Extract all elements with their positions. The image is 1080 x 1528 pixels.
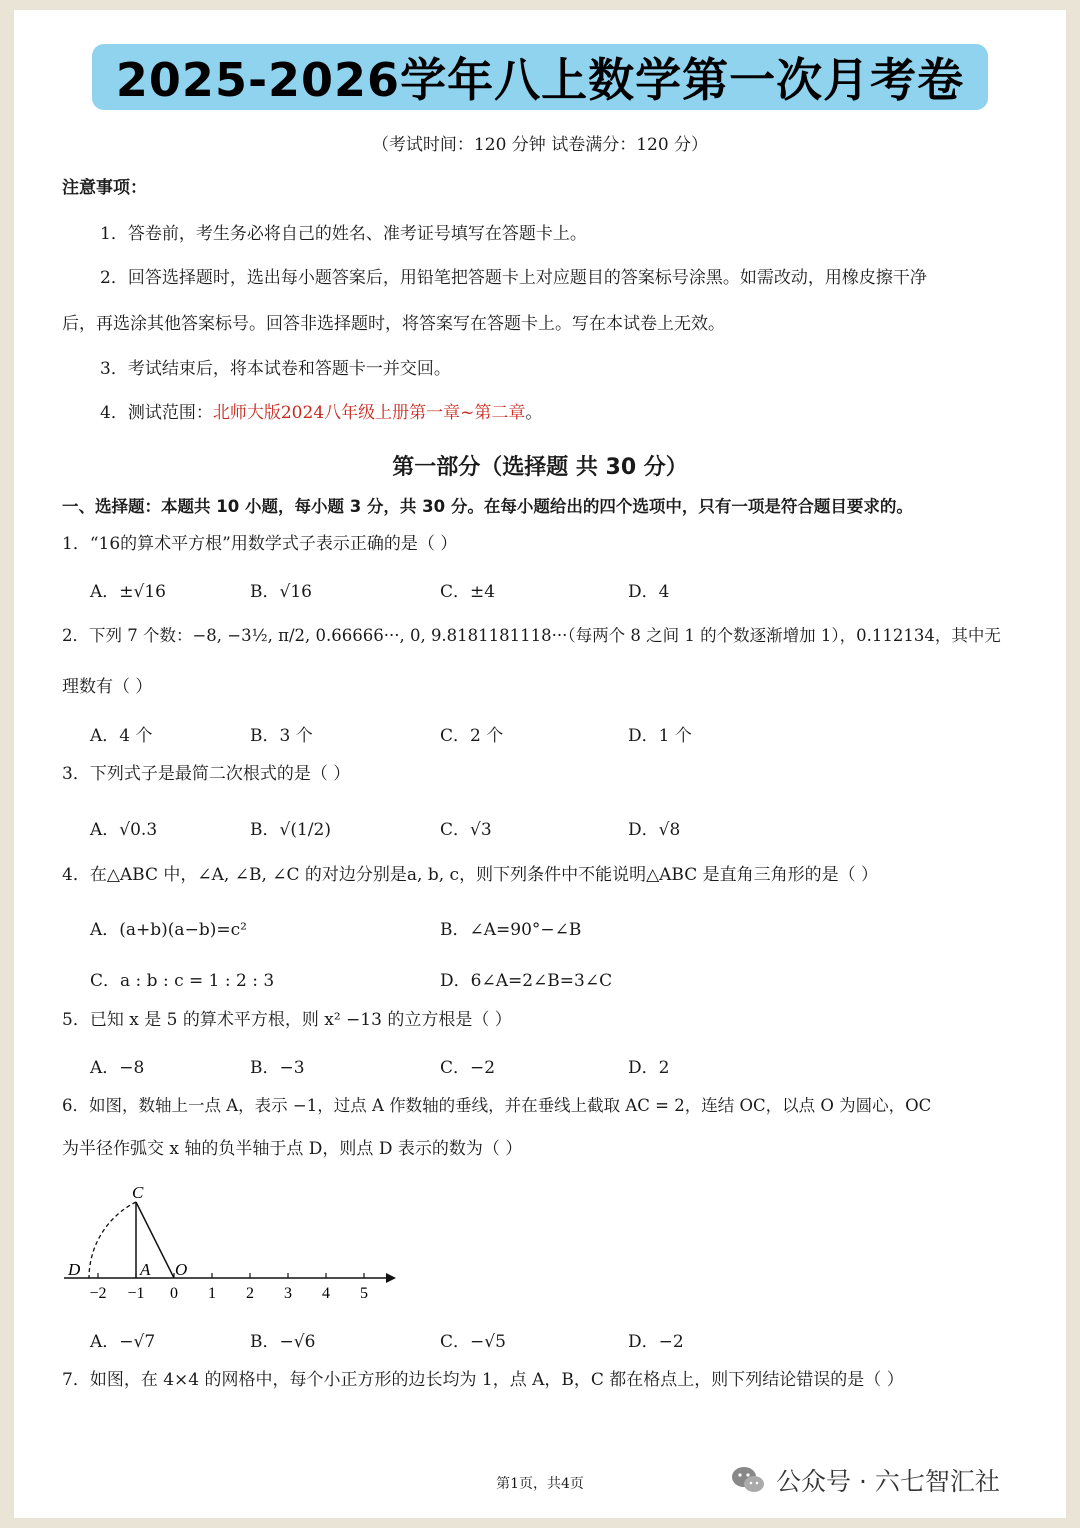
page-title: 2025-2026学年八上数学第一次月考卷 — [115, 53, 965, 107]
label-o: O — [175, 1260, 188, 1279]
dashed-arc — [89, 1202, 136, 1278]
axis-arrow-icon — [386, 1273, 396, 1283]
notice-item-4-suffix: 。 — [525, 403, 543, 423]
q3-option-c: C．√3 — [440, 820, 492, 840]
tick-label: 2 — [246, 1285, 254, 1302]
q4-option-d: D．6∠A=2∠B=3∠C — [440, 971, 613, 991]
q6-option-b: B．−√6 — [250, 1332, 316, 1352]
watermark-text: 公众号 · 六七智汇社 — [776, 1467, 1000, 1496]
tick-label: 0 — [170, 1285, 178, 1302]
question-5-stem: 5．已知 x 是 5 的算术平方根，则 x² −13 的立方根是（ ） — [62, 1010, 512, 1030]
q2-option-b: B．3 个 — [250, 726, 313, 746]
tick-label: 4 — [322, 1285, 330, 1302]
q4-option-b: B．∠A=90°−∠B — [440, 920, 582, 940]
question-3-stem: 3．下列式子是最简二次根式的是（ ） — [62, 764, 351, 784]
tick-label: 1 — [208, 1285, 216, 1302]
q6-option-a: A．−√7 — [90, 1332, 156, 1352]
q2-option-c: C．2 个 — [440, 726, 504, 746]
q5-option-b: B．−3 — [250, 1058, 305, 1078]
label-d: D — [68, 1260, 81, 1279]
question-2-stem: 2．下列 7 个数：−8, −3½, π/2, 0.66666···, 0, 9.8181181118···（每两个 8 之间 1 的个数逐渐增加 1），0.112134，其中无 — [62, 626, 1001, 645]
tick-label: −1 — [127, 1285, 145, 1302]
notice-item-2b: 后，再选涂其他答案标号。回答非选择题时，将答案写在答题卡上。写在本试卷上无效。 — [62, 314, 725, 334]
q1-option-a: A．±√16 — [90, 582, 166, 602]
page-footer: 第1页，共4页 — [496, 1476, 584, 1492]
question-7-stem: 7．如图，在 4×4 的网格中，每个小正方形的边长均为 1，点 A，B，C 都在格点上，则下列结论错误的是（ ） — [62, 1370, 904, 1390]
q5-option-c: C．−2 — [440, 1058, 496, 1078]
question-1-stem: 1．“16的算术平方根”用数学式子表示正确的是（ ） — [62, 534, 458, 554]
question-6-stem: 6．如图，数轴上一点 A，表示 −1，过点 A 作数轴的垂线，并在垂线上截取 AC = 2，连结 OC，以点 O 为圆心，OC — [62, 1096, 932, 1115]
q5-option-d: D．2 — [628, 1058, 670, 1078]
q2-option-a: A．4 个 — [90, 726, 153, 746]
q3-option-d: D．√8 — [628, 820, 681, 840]
tick-label: −2 — [89, 1285, 107, 1302]
title-banner — [92, 44, 988, 110]
wechat-icon — [730, 1465, 766, 1495]
question-4-stem: 4．在△ABC 中，∠A, ∠B, ∠C 的对边分别是a, b, c，则下列条件中不能说明△ABC 是直角三角形的是（ ） — [62, 865, 879, 885]
watermark — [730, 1462, 1000, 1498]
q1-option-d: D．4 — [628, 582, 670, 602]
q6-option-c: C．−√5 — [440, 1332, 506, 1352]
test-range: 北师大版2024八年级上册第一章~第二章 — [212, 403, 526, 423]
tick-label: 3 — [284, 1285, 292, 1302]
q4-option-c: C．a : b : c = 1 : 2 : 3 — [90, 971, 275, 991]
exam-subtitle: （考试时间：120 分钟 试卷满分：120 分） — [371, 135, 709, 155]
q5-option-a: A．−8 — [90, 1058, 145, 1078]
q3-option-b: B．√(1/2) — [250, 820, 331, 840]
notice-item-1: 1．答卷前，考生务必将自己的姓名、准考证号填写在答题卡上。 — [100, 224, 587, 244]
notice-item-4 — [100, 403, 542, 423]
question-6-stem-cont: 为半径作弧交 x 轴的负半轴于点 D，则点 D 表示的数为（ ） — [62, 1139, 523, 1159]
label-a: A — [140, 1260, 151, 1279]
section-title: 第一部分（选择题 共 30 分） — [392, 455, 688, 480]
label-c: C — [132, 1183, 144, 1202]
question-2-stem-cont: 理数有（ ） — [62, 677, 153, 697]
section-intro: 一、选择题：本题共 10 小题，每小题 3 分，共 30 分。在每小题给出的四个选项中，只有一项是符合题目要求的。 — [62, 497, 913, 516]
tick-label: 5 — [360, 1285, 368, 1302]
q1-option-b: B．√16 — [250, 582, 312, 602]
q2-option-d: D．1 个 — [628, 726, 692, 746]
notice-item-4-prefix: 4．测试范围： — [100, 403, 213, 423]
q1-option-c: C．±4 — [440, 582, 496, 602]
q6-option-d: D．−2 — [628, 1332, 684, 1352]
notice-item-2a: 2．回答选择题时，选出每小题答案后，用铅笔把答题卡上对应题目的答案标号涂黑。如需改动，用橡皮擦干净 — [100, 268, 927, 288]
q4-option-a: A．(a+b)(a−b)=c² — [90, 920, 247, 940]
q3-option-a: A．√0.3 — [90, 820, 158, 840]
number-line-figure — [60, 1176, 410, 1306]
notice-heading: 注意事项： — [62, 178, 147, 198]
notice-item-3: 3．考试结束后，将本试卷和答题卡一并交回。 — [100, 359, 451, 379]
